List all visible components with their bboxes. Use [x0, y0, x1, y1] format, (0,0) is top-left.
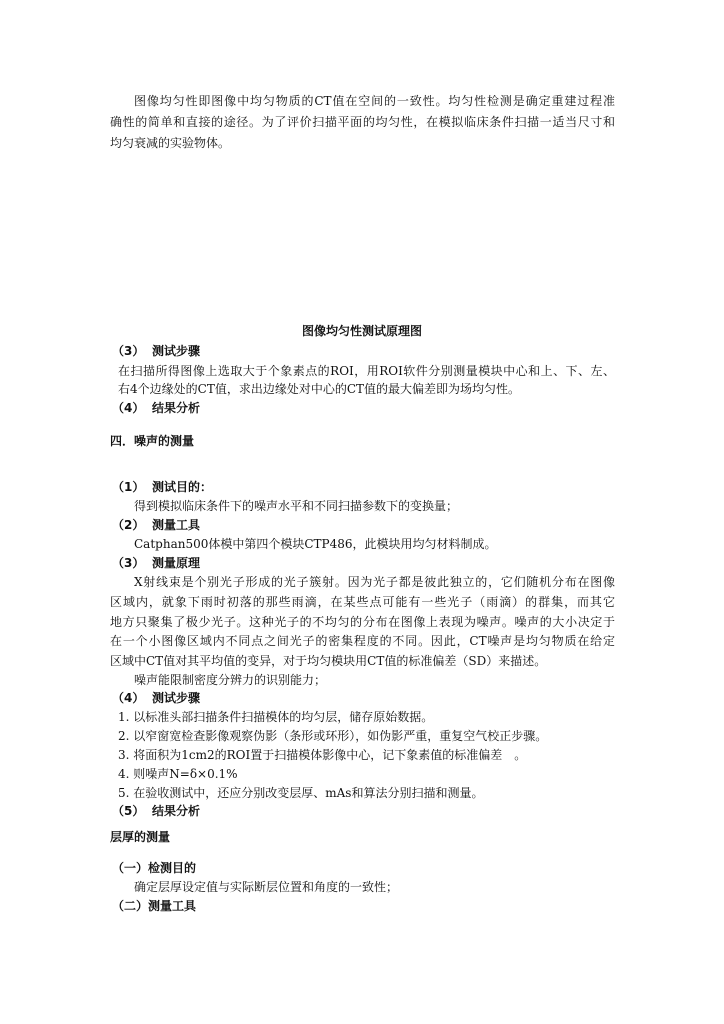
tool-text: Catphan500体模中第四个模块CTP486，此模块用均匀材料制成。	[134, 537, 497, 551]
step-heading	[112, 342, 200, 360]
step-number: （2）	[112, 518, 145, 532]
intro-line-1: 图像均匀性即图像中均匀物质的CT值在空间的一致性。均匀性检测是确定重建过程准	[134, 94, 615, 108]
step-number: （3）	[112, 344, 145, 358]
step-heading	[112, 516, 200, 534]
intro-line-3: 均匀衰减的实验物体。	[110, 136, 231, 150]
principle-line-1: X射线束是个别光子形成的光子簇射。因为光子都是彼此独立的，它们随机分布在图像	[134, 575, 615, 589]
list-item: 2. 以窄窗宽检查影像观察伪影（条形或环形），如伪影严重，重复空气校正步骤。	[118, 729, 548, 743]
step-heading	[112, 554, 200, 572]
step-title: 结果分析	[152, 804, 201, 818]
step3-line-1: 在扫描所得图像上选取大于个象素点的ROI，用ROI软件分别测量模块中心和上、下、左、	[118, 364, 615, 378]
detection-purpose-text: 确定层厚设定值与实际断层位置和角度的一致性；	[134, 880, 399, 894]
purpose-text: 得到模拟临床条件下的噪声水平和不同扫描参数下的变换量；	[134, 499, 459, 513]
subsection-heading: （一）检测目的	[112, 861, 197, 875]
step-title: 结果分析	[152, 401, 201, 415]
step-number: （4）	[112, 691, 145, 705]
step-title: 测量工具	[152, 518, 201, 532]
list-item: 1. 以标准头部扫描条件扫描模体的均匀层，储存原始数据。	[118, 710, 434, 724]
step-number: （1）	[112, 480, 145, 494]
step-heading	[112, 802, 200, 820]
step3-line-2: 右4个边缘处的CT值，求出边缘处对中心的CT值的最大偏差即为场均匀性。	[118, 382, 521, 396]
step-heading	[112, 689, 200, 707]
principle-line-5: 区域中CT值对其平均值的变异，对于均匀模块用CT值的标准偏差（SD）来描述。	[110, 654, 547, 668]
principle-line-2: 区域内，就象下雨时初落的那些雨滴，在某些点可能有一些光子（雨滴）的群集，而其它	[110, 595, 615, 609]
principle-line-3: 地方只聚集了极少光子。这种光子的不均匀的分布在图像上表现为噪声。噪声的大小决定于	[110, 615, 615, 629]
intro-line-2: 确性的简单和直接的途径。为了评价扫描平面的均匀性，在模拟临床条件扫描一适当尺寸和	[110, 115, 615, 129]
list-item: 3. 将面积为1cm2的ROI置于扫描模体影像中心，记下象素值的标准偏差 。	[118, 748, 527, 762]
step-title: 测试步骤	[152, 344, 201, 358]
step-number: （4）	[112, 401, 145, 415]
section-title-thickness: 层厚的测量	[110, 830, 171, 844]
list-item: 4. 则噪声N=δ×0.1%	[118, 767, 238, 781]
figure-caption: 图像均匀性测试原理图	[301, 324, 422, 338]
principle-extra: 噪声能限制密度分辨力的识别能力；	[134, 673, 327, 687]
subsection-heading: （二）测量工具	[112, 899, 197, 913]
step-title: 测试目的：	[152, 480, 213, 494]
step-heading	[112, 478, 212, 496]
step-heading	[112, 399, 200, 417]
list-item: 5. 在验收测试中，还应分别改变层厚、mAs和算法分别扫描和测量。	[118, 786, 484, 800]
principle-line-4: 在一个小图像区域内不同点之间光子的密集程度的不同。因此，CT噪声是均匀物质在给定	[110, 634, 615, 648]
step-title: 测量原理	[152, 556, 201, 570]
step-number: （5）	[112, 804, 145, 818]
figure-placeholder	[110, 162, 615, 312]
step-number: （3）	[112, 556, 145, 570]
step-title: 测试步骤	[152, 691, 201, 705]
section-title-noise: 四．噪声的测量	[110, 434, 195, 448]
